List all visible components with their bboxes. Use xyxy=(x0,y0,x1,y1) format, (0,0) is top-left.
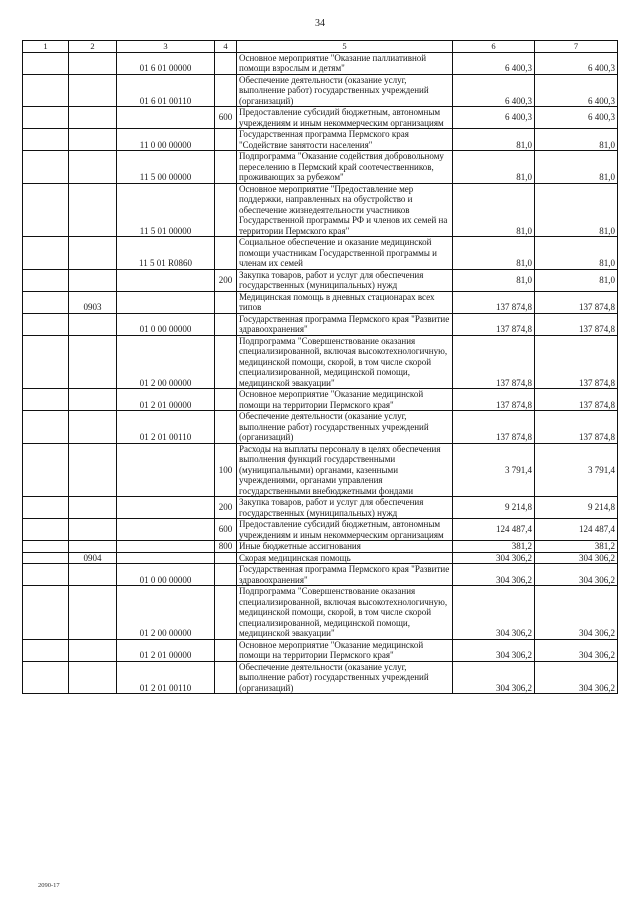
amount-cell: 124 487,4 xyxy=(453,519,535,541)
description-cell: Основное мероприятие "Оказание медицинской помощи на территории Пермского края" xyxy=(237,389,453,411)
expense-type-cell xyxy=(215,389,237,411)
amount-cell: 6 400,3 xyxy=(535,52,618,74)
description-cell: Подпрограмма "Совершенствование оказания специализированной, включая высокотехнологичную, медицинской помощи, скорой, в том числе скорой специализированной, медицинской помощи, медицинской эвакуации" xyxy=(237,586,453,640)
target-article-cell xyxy=(117,552,215,564)
target-article-cell xyxy=(117,269,215,291)
amount-cell: 6 400,3 xyxy=(535,74,618,107)
amount-cell: 81,0 xyxy=(453,269,535,291)
table-row xyxy=(23,443,618,497)
section-code-cell xyxy=(69,639,117,661)
amount-cell: 304 306,2 xyxy=(453,586,535,640)
amount-cell: 137 874,8 xyxy=(453,335,535,389)
description-cell: Основное мероприятие "Оказание паллиативной помощи взрослым и детям" xyxy=(237,52,453,74)
section-code-cell xyxy=(69,564,117,586)
column-header: 4 xyxy=(215,41,237,53)
amount-cell: 9 214,8 xyxy=(453,497,535,519)
row-number-cell xyxy=(23,129,69,151)
table-row xyxy=(23,313,618,335)
amount-cell: 304 306,2 xyxy=(453,661,535,694)
expense-type-cell xyxy=(215,411,237,444)
description-cell: Расходы на выплаты персоналу в целях обеспечения выполнения функций государственными (муниципальными) органами, казенными учреждениями, органами управления государственными внебюджетными фондами xyxy=(237,443,453,497)
table-row xyxy=(23,291,618,313)
table-row xyxy=(23,237,618,270)
section-code-cell xyxy=(69,52,117,74)
amount-cell: 124 487,4 xyxy=(535,519,618,541)
amount-cell: 381,2 xyxy=(453,541,535,553)
expense-type-cell xyxy=(215,74,237,107)
row-number-cell xyxy=(23,183,69,237)
amount-cell: 304 306,2 xyxy=(453,552,535,564)
amount-cell: 137 874,8 xyxy=(453,291,535,313)
description-cell: Иные бюджетные ассигнования xyxy=(237,541,453,553)
column-header: 2 xyxy=(69,41,117,53)
amount-cell: 81,0 xyxy=(453,129,535,151)
amount-cell: 9 214,8 xyxy=(535,497,618,519)
section-code-cell xyxy=(69,151,117,184)
row-number-cell xyxy=(23,639,69,661)
description-cell: Основное мероприятие "Оказание медицинской помощи на территории Пермского края" xyxy=(237,639,453,661)
section-code-cell xyxy=(69,443,117,497)
row-number-cell xyxy=(23,335,69,389)
amount-cell: 81,0 xyxy=(535,183,618,237)
section-code-cell: 0904 xyxy=(69,552,117,564)
row-number-cell xyxy=(23,443,69,497)
section-code-cell xyxy=(69,335,117,389)
description-cell: Государственная программа Пермского края "Развитие здравоохранения" xyxy=(237,313,453,335)
target-article-cell: 01 6 01 00000 xyxy=(117,52,215,74)
table-row xyxy=(23,411,618,444)
target-article-cell: 01 6 01 00110 xyxy=(117,74,215,107)
expense-type-cell: 600 xyxy=(215,107,237,129)
amount-cell: 304 306,2 xyxy=(535,586,618,640)
table-row xyxy=(23,335,618,389)
amount-cell: 304 306,2 xyxy=(535,639,618,661)
target-article-cell: 11 0 00 00000 xyxy=(117,129,215,151)
target-article-cell xyxy=(117,443,215,497)
target-article-cell: 01 0 00 00000 xyxy=(117,564,215,586)
row-number-cell xyxy=(23,291,69,313)
description-cell: Обеспечение деятельности (оказание услуг, выполнение работ) государственных учреждений (организаций) xyxy=(237,411,453,444)
row-number-cell xyxy=(23,411,69,444)
expense-type-cell: 800 xyxy=(215,541,237,553)
table-body xyxy=(23,52,618,694)
target-article-cell: 01 2 01 00000 xyxy=(117,639,215,661)
expense-type-cell xyxy=(215,237,237,270)
amount-cell: 137 874,8 xyxy=(535,291,618,313)
table-row xyxy=(23,183,618,237)
description-cell: Скорая медицинская помощь xyxy=(237,552,453,564)
section-code-cell xyxy=(69,183,117,237)
amount-cell: 304 306,2 xyxy=(453,564,535,586)
section-code-cell xyxy=(69,129,117,151)
target-article-cell: 01 2 00 00000 xyxy=(117,586,215,640)
description-cell: Государственная программа Пермского края "Содействие занятости населения" xyxy=(237,129,453,151)
amount-cell: 6 400,3 xyxy=(453,52,535,74)
section-code-cell xyxy=(69,269,117,291)
target-article-cell: 01 2 01 00000 xyxy=(117,389,215,411)
section-code-cell xyxy=(69,661,117,694)
expense-type-cell xyxy=(215,291,237,313)
row-number-cell xyxy=(23,74,69,107)
expense-type-cell: 200 xyxy=(215,497,237,519)
amount-cell: 137 874,8 xyxy=(535,313,618,335)
column-header: 3 xyxy=(117,41,215,53)
section-code-cell xyxy=(69,541,117,553)
table-row xyxy=(23,269,618,291)
amount-cell: 81,0 xyxy=(535,129,618,151)
table-header-row xyxy=(23,41,618,53)
row-number-cell xyxy=(23,541,69,553)
amount-cell: 304 306,2 xyxy=(535,552,618,564)
table-row xyxy=(23,52,618,74)
target-article-cell: 11 5 01 00000 xyxy=(117,183,215,237)
table-row xyxy=(23,107,618,129)
amount-cell: 137 874,8 xyxy=(535,411,618,444)
section-code-cell xyxy=(69,389,117,411)
amount-cell: 381,2 xyxy=(535,541,618,553)
table-row xyxy=(23,661,618,694)
description-cell: Медицинская помощь в дневных стационарах всех типов xyxy=(237,291,453,313)
target-article-cell xyxy=(117,541,215,553)
table-row xyxy=(23,586,618,640)
table-row xyxy=(23,541,618,553)
row-number-cell xyxy=(23,151,69,184)
description-cell: Закупка товаров, работ и услуг для обеспечения государственных (муниципальных) нужд xyxy=(237,497,453,519)
table-row xyxy=(23,129,618,151)
row-number-cell xyxy=(23,519,69,541)
expense-type-cell: 200 xyxy=(215,269,237,291)
amount-cell: 137 874,8 xyxy=(453,411,535,444)
column-header: 5 xyxy=(237,41,453,53)
section-code-cell xyxy=(69,74,117,107)
table-row xyxy=(23,564,618,586)
row-number-cell xyxy=(23,107,69,129)
description-cell: Социальное обеспечение и оказание медицинской помощи участникам Государственной программы и членам их семей xyxy=(237,237,453,270)
description-cell: Основное мероприятие "Предоставление мер поддержки, направленных на обустройство и обеспечение жизнедеятельности участников Государственной программы РФ и членов их семей на территории Пермского края" xyxy=(237,183,453,237)
table-row xyxy=(23,639,618,661)
target-article-cell: 01 0 00 00000 xyxy=(117,313,215,335)
amount-cell: 137 874,8 xyxy=(453,389,535,411)
row-number-cell xyxy=(23,564,69,586)
row-number-cell xyxy=(23,586,69,640)
column-header: 6 xyxy=(453,41,535,53)
column-header: 7 xyxy=(535,41,618,53)
description-cell: Закупка товаров, работ и услуг для обеспечения государственных (муниципальных) нужд xyxy=(237,269,453,291)
table-row xyxy=(23,497,618,519)
expense-type-cell xyxy=(215,129,237,151)
target-article-cell: 11 5 00 00000 xyxy=(117,151,215,184)
description-cell: Предоставление субсидий бюджетным, автономным учреждениям и иным некоммерческим организациям xyxy=(237,107,453,129)
amount-cell: 304 306,2 xyxy=(535,564,618,586)
amount-cell: 137 874,8 xyxy=(535,389,618,411)
amount-cell: 3 791,4 xyxy=(535,443,618,497)
section-code-cell xyxy=(69,586,117,640)
target-article-cell xyxy=(117,497,215,519)
description-cell: Обеспечение деятельности (оказание услуг, выполнение работ) государственных учреждений (организаций) xyxy=(237,74,453,107)
amount-cell: 6 400,3 xyxy=(453,74,535,107)
expense-type-cell xyxy=(215,552,237,564)
amount-cell: 81,0 xyxy=(453,151,535,184)
target-article-cell: 01 2 01 00110 xyxy=(117,661,215,694)
target-article-cell xyxy=(117,291,215,313)
column-header: 1 xyxy=(23,41,69,53)
amount-cell: 6 400,3 xyxy=(535,107,618,129)
expense-type-cell xyxy=(215,313,237,335)
target-article-cell: 11 5 01 R0860 xyxy=(117,237,215,270)
row-number-cell xyxy=(23,552,69,564)
section-code-cell: 0903 xyxy=(69,291,117,313)
document-code: 2090-17 xyxy=(38,882,60,889)
expense-type-cell xyxy=(215,183,237,237)
table-row xyxy=(23,151,618,184)
section-code-cell xyxy=(69,519,117,541)
section-code-cell xyxy=(69,411,117,444)
description-cell: Государственная программа Пермского края "Развитие здравоохранения" xyxy=(237,564,453,586)
table-row xyxy=(23,519,618,541)
expense-type-cell xyxy=(215,52,237,74)
amount-cell: 81,0 xyxy=(453,183,535,237)
table-row xyxy=(23,74,618,107)
row-number-cell xyxy=(23,497,69,519)
amount-cell: 81,0 xyxy=(535,237,618,270)
amount-cell: 6 400,3 xyxy=(453,107,535,129)
row-number-cell xyxy=(23,269,69,291)
expense-type-cell: 100 xyxy=(215,443,237,497)
amount-cell: 3 791,4 xyxy=(453,443,535,497)
row-number-cell xyxy=(23,52,69,74)
description-cell: Обеспечение деятельности (оказание услуг, выполнение работ) государственных учреждений (организаций) xyxy=(237,661,453,694)
amount-cell: 137 874,8 xyxy=(453,313,535,335)
row-number-cell xyxy=(23,389,69,411)
amount-cell: 137 874,8 xyxy=(535,335,618,389)
amount-cell: 81,0 xyxy=(535,269,618,291)
expense-type-cell: 600 xyxy=(215,519,237,541)
budget-table xyxy=(22,40,618,694)
expense-type-cell xyxy=(215,564,237,586)
row-number-cell xyxy=(23,313,69,335)
expense-type-cell xyxy=(215,151,237,184)
table-row xyxy=(23,552,618,564)
amount-cell: 304 306,2 xyxy=(535,661,618,694)
target-article-cell: 01 2 00 00000 xyxy=(117,335,215,389)
target-article-cell xyxy=(117,107,215,129)
amount-cell: 304 306,2 xyxy=(453,639,535,661)
description-cell: Подпрограмма "Оказание содействия добровольному переселению в Пермский край соотечественников, проживающих за рубежом" xyxy=(237,151,453,184)
page-number: 34 xyxy=(315,18,325,29)
expense-type-cell xyxy=(215,335,237,389)
expense-type-cell xyxy=(215,639,237,661)
description-cell: Подпрограмма "Совершенствование оказания специализированной, включая высокотехнологичную, медицинской помощи, скорой, в том числе скорой специализированной, медицинской помощи, медицинской эвакуации" xyxy=(237,335,453,389)
amount-cell: 81,0 xyxy=(535,151,618,184)
expense-type-cell xyxy=(215,661,237,694)
section-code-cell xyxy=(69,313,117,335)
table-row xyxy=(23,389,618,411)
row-number-cell xyxy=(23,661,69,694)
section-code-cell xyxy=(69,107,117,129)
description-cell: Предоставление субсидий бюджетным, автономным учреждениям и иным некоммерческим организациям xyxy=(237,519,453,541)
row-number-cell xyxy=(23,237,69,270)
section-code-cell xyxy=(69,497,117,519)
expense-type-cell xyxy=(215,586,237,640)
amount-cell: 81,0 xyxy=(453,237,535,270)
target-article-cell xyxy=(117,519,215,541)
section-code-cell xyxy=(69,237,117,270)
target-article-cell: 01 2 01 00110 xyxy=(117,411,215,444)
